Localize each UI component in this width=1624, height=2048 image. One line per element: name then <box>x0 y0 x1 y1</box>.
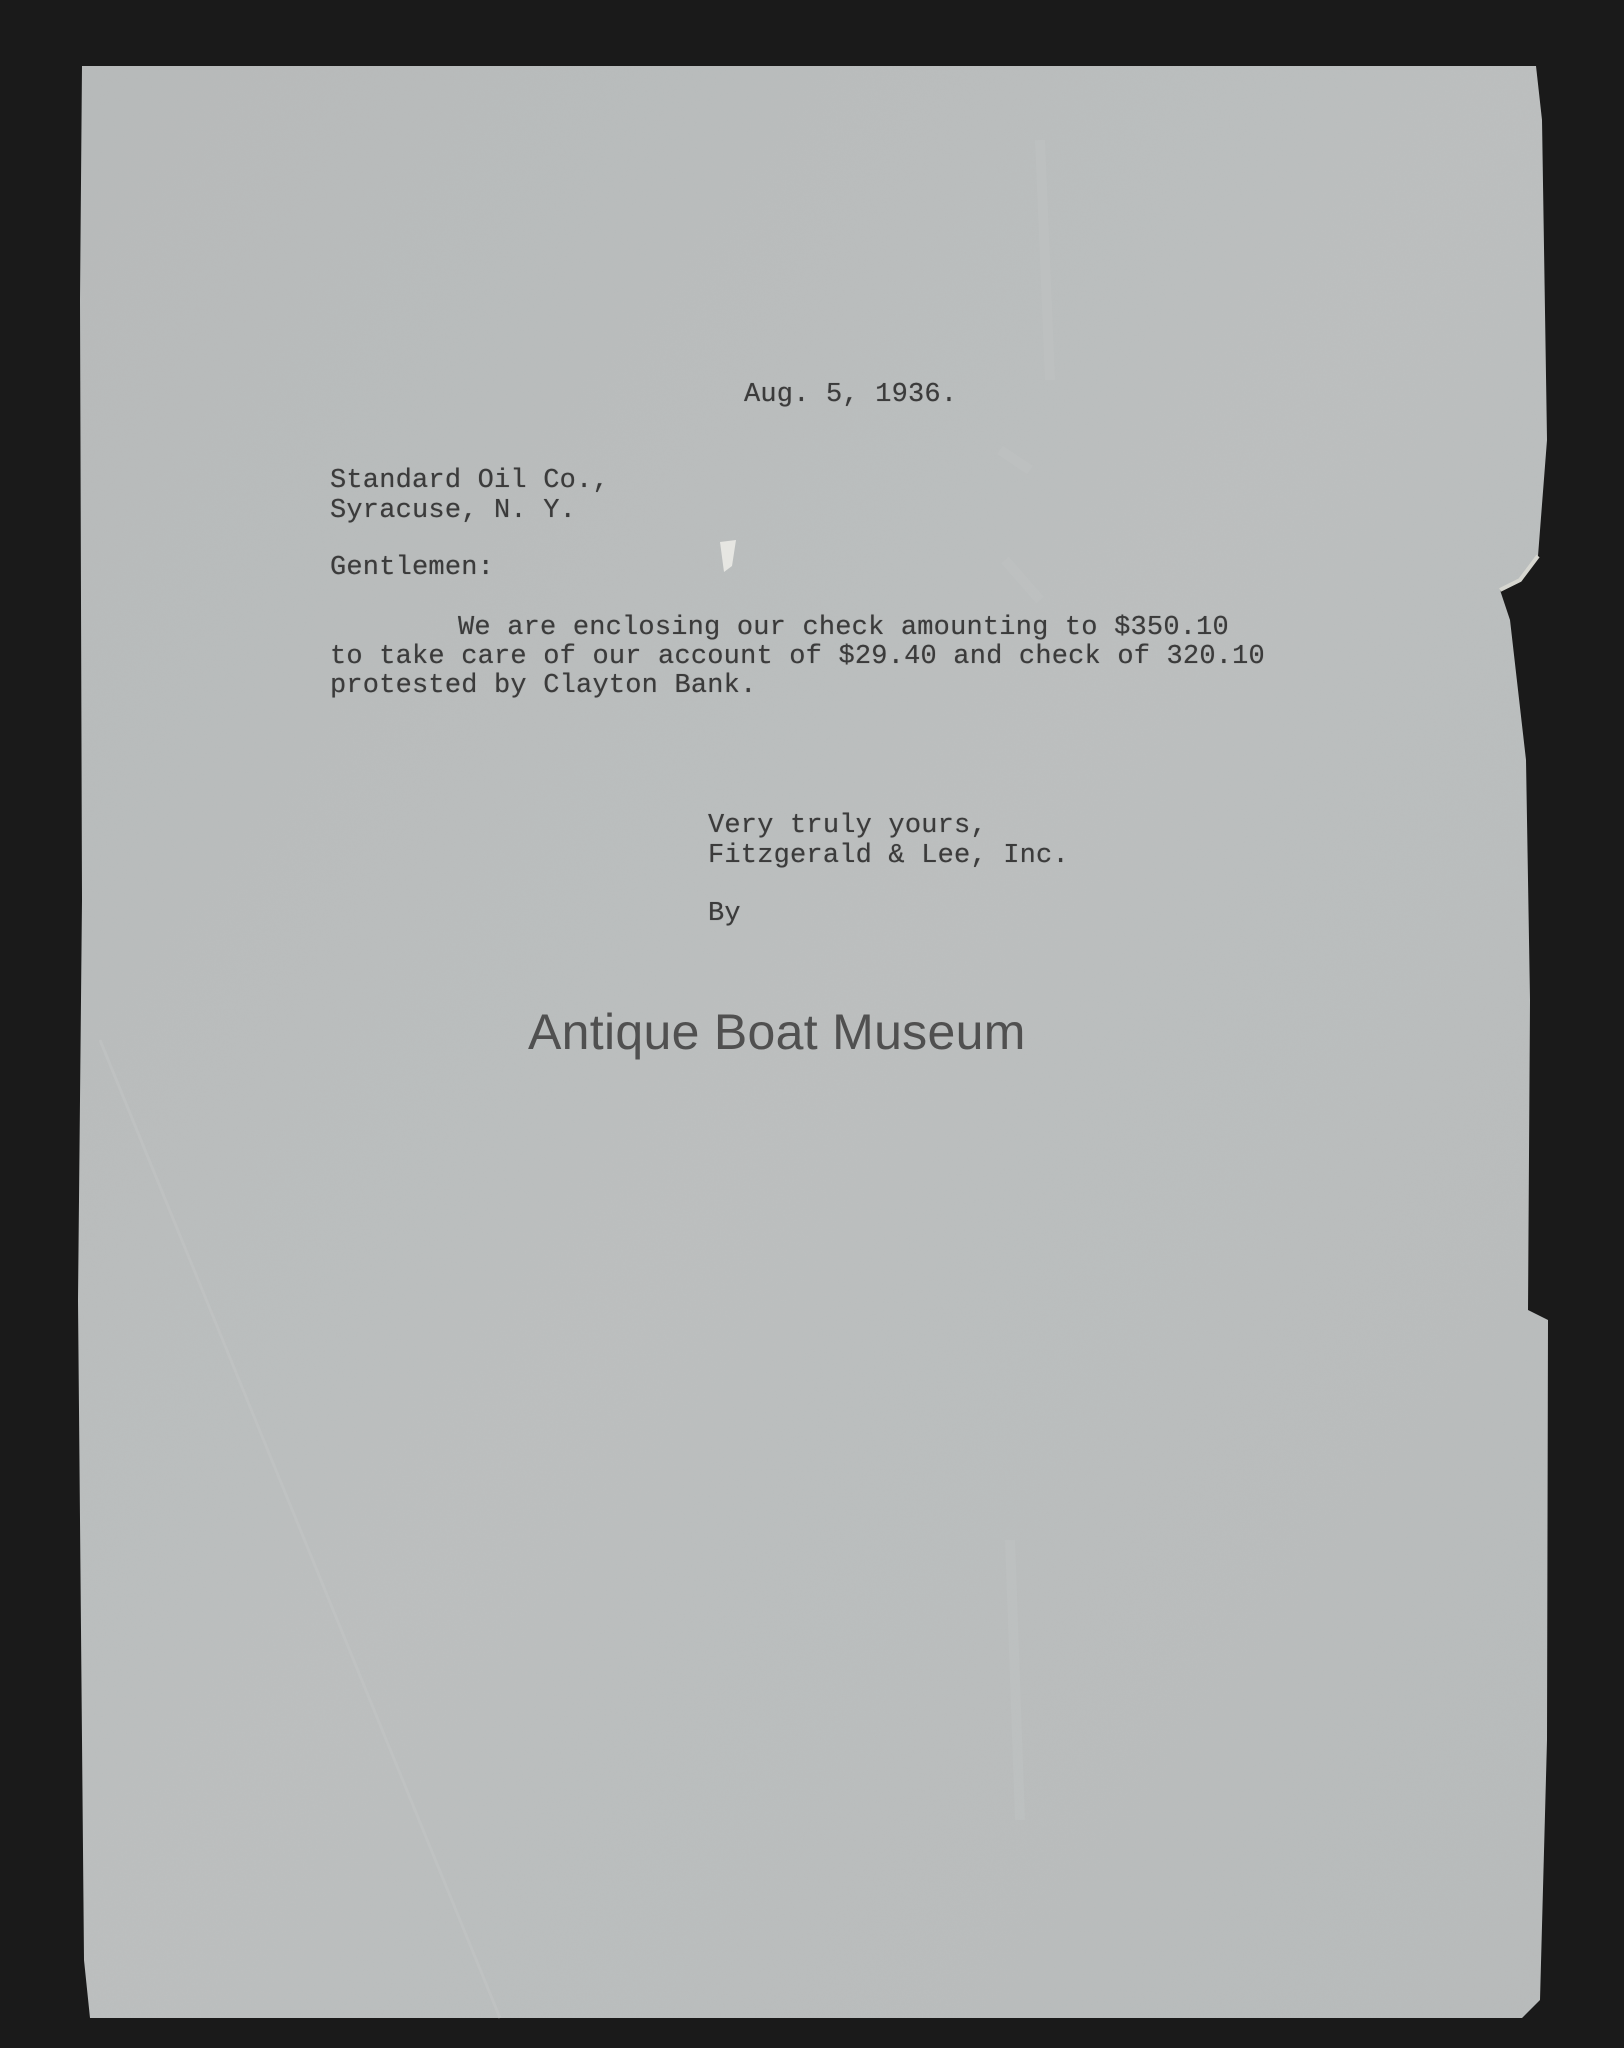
company-name: Fitzgerald & Lee, Inc. <box>708 841 1069 871</box>
recipient-name: Standard Oil Co., <box>330 466 609 496</box>
letter-date: Aug. 5, 1936. <box>744 380 958 410</box>
salutation: Gentlemen: <box>330 553 495 583</box>
body-line: protested by Clayton Bank. <box>330 671 757 701</box>
body-line: to take care of our account of $29.40 and check of 320.10 <box>330 642 1265 672</box>
body-line: We are enclosing our check amounting to $350.10 <box>458 613 1229 643</box>
signature-prefix: By <box>708 899 741 929</box>
recipient-city: Syracuse, N. Y. <box>330 496 577 526</box>
museum-watermark: Antique Boat Museum <box>528 1004 1026 1060</box>
closing: Very truly yours, <box>708 811 987 841</box>
